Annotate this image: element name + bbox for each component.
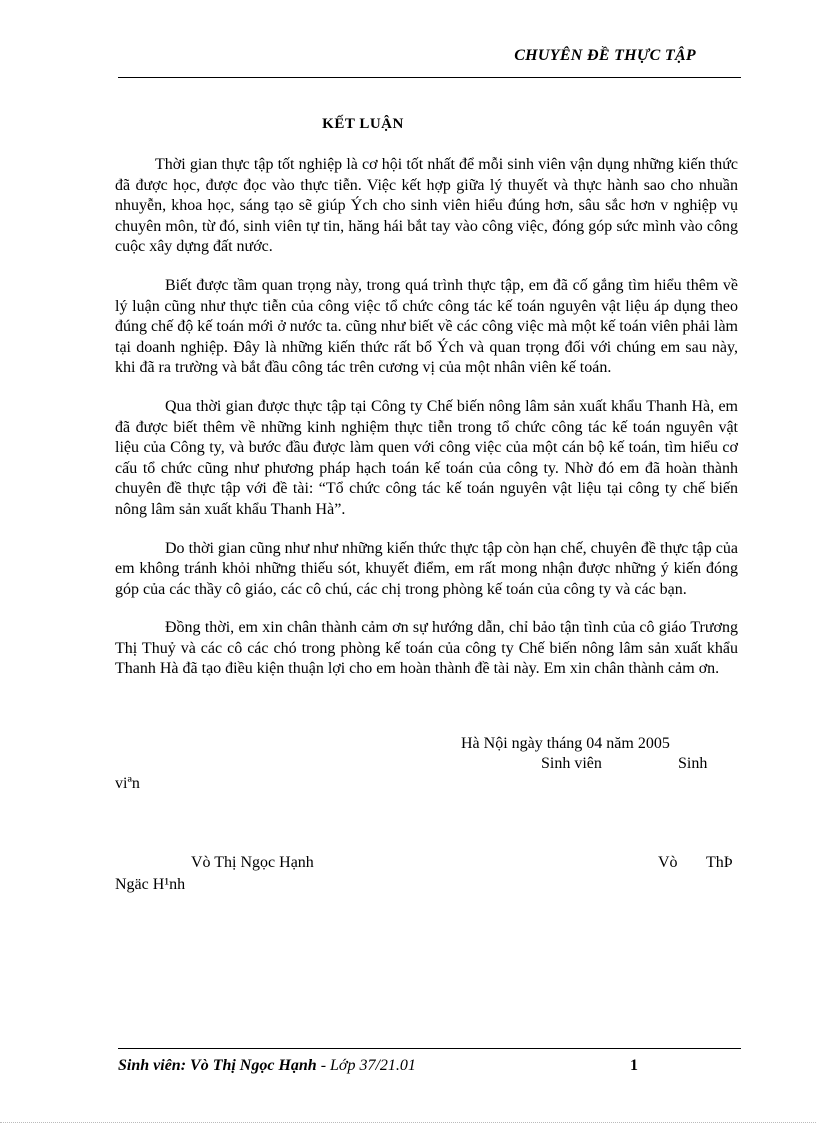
footer-class: - Lớp 37/21.01 [316, 1057, 416, 1074]
date-line: Hà Nội ngày tháng 04 năm 2005 [461, 735, 670, 752]
signer-dup-c: Ngäc H¹nh [115, 876, 186, 893]
signer-dup-a: Vò [658, 854, 678, 871]
footer-rule [118, 1048, 741, 1049]
paragraph-1: Thời gian thực tập tốt nghiệp là cơ hội tốt nhất để mỗi sinh viên vận dụng những kiến thức đã được học, được đọc vào thực tiễn. Việc kết hợp giữa lý thuyết và thực hành sao cho nhuần nhuyễn, khoa học, sáng tạo sẽ giúp Ých cho sinh viên hiểu đúng hơn, sâu sắc hơn v nghiệp vụ chuyên môn, từ đó, sinh viên tự tin, hăng hái bắt tay vào công việc, đóng góp sức mình vào công cuộc xây dựng đất nước. [115, 156, 738, 256]
footer-label: Sinh viên: Vò Thị Ngọc Hạnh [118, 1057, 317, 1074]
paragraph-5: Đồng thời, em xin chân thành cảm ơn sự hướng dẫn, chỉ bảo tận tình của cô giáo Trương Thị Thuỷ và các cô các chó trong phòng kế toán của công ty Chế biến nông lâm sản xuất khẩu Thanh Hà đã tạo điều kiện thuận lợi cho em hoàn thành đề tài này. Em xin chân thành cảm ơn. [115, 619, 738, 678]
paragraph-4: Do thời gian cũng như như những kiến thức thực tập còn hạn chế, chuyên đề thực tập của em không tránh khỏi những thiếu sót, khuyết điểm, em rất mong nhận được những ý kiến đóng góp của các thầy cô giáo, các cô chú, các chị trong phòng kế toán của công ty và các bạn. [115, 539, 738, 598]
signature-label-dup-a: Sinh [678, 755, 708, 772]
paragraph-2: Biết được tầm quan trọng này, trong quá trình thực tập, em đã cố gắng tìm hiểu thêm về lý luận cũng như thực tiễn của công việc tổ chức công tác kế toán nguyên vật liệu áp dụng theo đúng chế độ kế toán mới ở nước ta. cũng như biết về các công việc mà một kế toán viên phải làm tại doanh nghiệp. Đây là những kiến thức rất bổ Ých và quan trọng đối với chúng em sau này, khi đã ra trường và bắt đầu công tác trên cương vị của một nhân viên kế toán. [115, 276, 738, 377]
page-number: 1 [630, 1057, 638, 1074]
header-rule [118, 77, 741, 78]
paragraph-3: Qua thời gian được thực tập tại Công ty Chế biến nông lâm sản xuất khẩu Thanh Hà, em đã được biết thêm về những kinh nghiệm thực tiễn trong tổ chức công tác kế toán nguyên vật liệu của Công ty, và bước đầu được làm quen với công việc của một cán bộ kế toán, tìm hiểu cơ cấu tổ chức cũng như phương pháp hạch toán kế toán của công ty. Nhờ đó em đã hoàn thành chuyên đề thực tập với đề tài: “Tổ chức công tác kế toán nguyên vật liệu tại công ty chế biến nông lâm sản xuất khẩu Thanh Hà”. [115, 397, 738, 518]
signer-name: Vò Thị Ngọc Hạnh [191, 854, 314, 871]
signature-label: Sinh viên [541, 755, 602, 772]
section-title: KẾT LUẬN [322, 116, 404, 132]
document-body [115, 155, 738, 680]
signature-label-dup-b: viªn [115, 775, 140, 792]
footer-student [118, 1057, 416, 1075]
running-header: CHUYÊN ĐỀ THỰC TẬP [514, 47, 696, 64]
signer-dup-b: ThÞ [706, 854, 733, 871]
